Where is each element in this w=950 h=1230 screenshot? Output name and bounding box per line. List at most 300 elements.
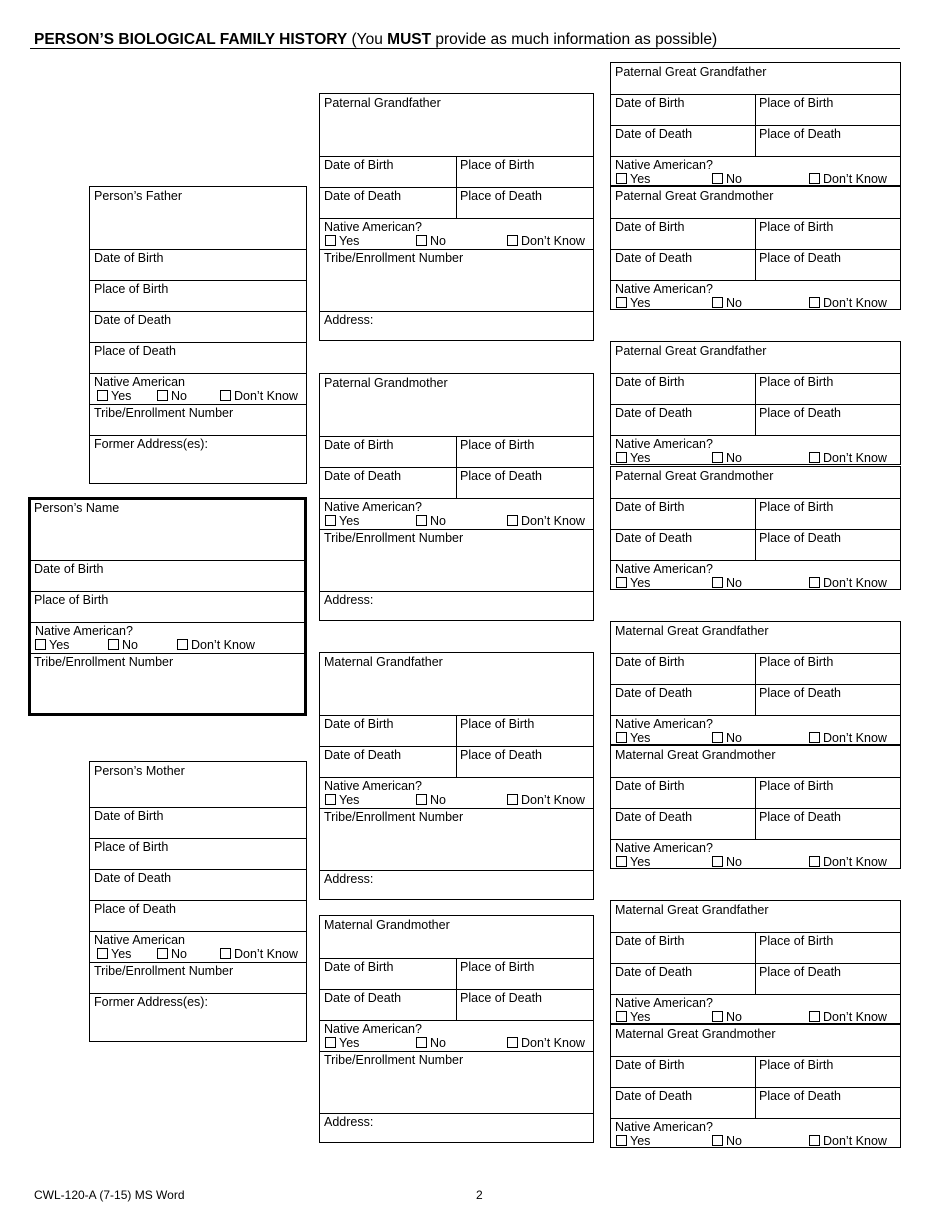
maternal-grandfather-native-yes-checkbox[interactable]	[325, 794, 336, 805]
page-number: 2	[476, 1188, 483, 1202]
mggf-1-native-no-checkbox[interactable]	[712, 732, 723, 743]
mggf-1-title: Maternal Great Grandfather	[615, 624, 769, 638]
pggm-1-block	[610, 186, 901, 310]
mggf-2-dod-label: Date of Death	[615, 965, 693, 979]
maternal-grandmother-dod-label: Date of Death	[324, 991, 402, 1005]
pggm-1-native-no-checkbox[interactable]	[712, 297, 723, 308]
mother-native-yes-label: Yes	[111, 947, 132, 961]
paternal-grandmother-block	[319, 373, 594, 621]
mggm-1-native-american-label: Native American?	[615, 841, 713, 855]
column-divider	[456, 156, 457, 218]
person-native-no-checkbox[interactable]	[108, 639, 119, 650]
column-divider	[755, 932, 756, 994]
father-dob-label: Date of Birth	[94, 251, 164, 265]
mggm-2-native-dont-know-label: Don’t Know	[823, 1134, 887, 1148]
paternal-grandmother-native-yes-checkbox[interactable]	[325, 515, 336, 526]
pggf-2-native-dont-know-option	[809, 451, 887, 465]
maternal-grandfather-dod-label: Date of Death	[324, 748, 402, 762]
pggm-1-native-dont-know-option	[809, 296, 887, 310]
maternal-grandfather-native-dont-know-label: Don’t Know	[521, 793, 585, 807]
row-divider	[611, 715, 900, 716]
mggm-1-native-no-checkbox[interactable]	[712, 856, 723, 867]
pggm-2-native-no-label: No	[726, 576, 742, 590]
row-divider	[90, 962, 306, 963]
mggm-2-native-american-label: Native American?	[615, 1120, 713, 1134]
mggm-1-native-no-label: No	[726, 855, 742, 869]
father-title: Person’s Father	[94, 189, 183, 203]
maternal-grandfather-pob-label: Place of Birth	[460, 717, 535, 731]
pggm-1-native-american-label: Native American?	[615, 282, 713, 296]
mother-native-dont-know-option	[220, 947, 298, 961]
pggf-1-native-dont-know-label: Don’t Know	[823, 172, 887, 186]
father-native-american-label: Native American	[94, 375, 186, 389]
mggf-1-dob-label: Date of Birth	[615, 655, 685, 669]
mggf-2-dob-label: Date of Birth	[615, 934, 685, 948]
mother-dod-label: Date of Death	[94, 871, 172, 885]
column-divider	[456, 436, 457, 498]
pggm-2-block	[610, 466, 901, 590]
pggm-2-native-yes-checkbox[interactable]	[616, 577, 627, 588]
mggm-2-native-dont-know-option	[809, 1134, 887, 1148]
mother-native-dont-know-checkbox[interactable]	[220, 948, 231, 959]
pggf-2-pod-label: Place of Death	[759, 406, 841, 420]
pggm-2-native-yes-option	[616, 576, 650, 590]
pggm-1-pob-label: Place of Birth	[759, 220, 834, 234]
maternal-grandmother-title: Maternal Grandmother	[324, 918, 450, 932]
mother-native-dont-know-label: Don’t Know	[234, 947, 298, 961]
paternal-grandmother-tribe-label: Tribe/Enrollment Number	[324, 531, 464, 545]
mother-native-yes-checkbox[interactable]	[97, 948, 108, 959]
maternal-grandfather-native-yes-label: Yes	[339, 793, 360, 807]
row-divider	[611, 280, 900, 281]
maternal-grandfather-native-dont-know-option	[507, 793, 585, 807]
pggf-1-native-no-option	[712, 172, 742, 186]
pggf-1-native-american-label: Native American?	[615, 158, 713, 172]
maternal-grandmother-native-yes-option	[325, 1036, 359, 1050]
mggf-2-native-no-option	[712, 1010, 742, 1024]
father-native-yes-option	[97, 389, 131, 403]
father-pod-label: Place of Death	[94, 344, 176, 358]
pggf-1-pob-label: Place of Birth	[759, 96, 834, 110]
column-divider	[456, 715, 457, 777]
pggf-1-native-no-checkbox[interactable]	[712, 173, 723, 184]
paternal-grandfather-dob-label: Date of Birth	[324, 158, 394, 172]
paternal-grandfather-native-yes-option	[325, 234, 359, 248]
pggm-1-native-yes-label: Yes	[630, 296, 651, 310]
paternal-grandfather-native-dont-know-option	[507, 234, 585, 248]
pggm-2-title: Paternal Great Grandmother	[615, 469, 774, 483]
mggm-1-native-yes-option	[616, 855, 650, 869]
maternal-grandmother-tribe-label: Tribe/Enrollment Number	[324, 1053, 464, 1067]
row-divider	[611, 435, 900, 436]
mother-title: Person’s Mother	[94, 764, 185, 778]
row-divider	[90, 869, 306, 870]
mggf-1-pob-label: Place of Birth	[759, 655, 834, 669]
person-dob-label: Date of Birth	[34, 562, 104, 576]
mggf-2-pod-label: Place of Death	[759, 965, 841, 979]
mother-pob-label: Place of Birth	[94, 840, 169, 854]
maternal-grandfather-native-no-checkbox[interactable]	[416, 794, 427, 805]
maternal-grandmother-native-no-label: No	[430, 1036, 446, 1050]
mggm-2-native-yes-option	[616, 1134, 650, 1148]
mggf-2-name-field[interactable]	[611, 915, 900, 932]
pggf-2-native-dont-know-checkbox[interactable]	[809, 452, 820, 463]
paternal-grandmother-pob-label: Place of Birth	[460, 438, 535, 452]
column-divider	[755, 218, 756, 280]
paternal-grandmother-native-dont-know-option	[507, 514, 585, 528]
father-tribe-label: Tribe/Enrollment Number	[94, 406, 234, 420]
mggm-2-native-dont-know-checkbox[interactable]	[809, 1135, 820, 1146]
mggf-2-block	[610, 900, 901, 1024]
person-native-yes-label: Yes	[49, 638, 70, 652]
row-divider	[31, 622, 304, 623]
pggm-2-pob-label: Place of Birth	[759, 500, 834, 514]
mggm-1-name-field[interactable]	[611, 760, 900, 777]
pggf-2-native-dont-know-label: Don’t Know	[823, 451, 887, 465]
row-divider	[611, 994, 900, 995]
pggf-2-native-no-checkbox[interactable]	[712, 452, 723, 463]
paternal-grandmother-native-american-label: Native American?	[324, 500, 422, 514]
maternal-grandmother-native-dont-know-checkbox[interactable]	[507, 1037, 518, 1048]
pggf-2-name-field[interactable]	[611, 356, 900, 373]
person-title: Person’s Name	[34, 501, 120, 515]
pggf-1-name-field[interactable]	[611, 77, 900, 94]
pggf-1-native-dont-know-checkbox[interactable]	[809, 173, 820, 184]
column-divider	[755, 373, 756, 435]
paternal-grandmother-native-dont-know-checkbox[interactable]	[507, 515, 518, 526]
mggf-2-native-yes-label: Yes	[630, 1010, 651, 1024]
mggf-1-native-dont-know-option	[809, 731, 887, 745]
maternal-grandmother-native-yes-checkbox[interactable]	[325, 1037, 336, 1048]
father-pob-label: Place of Birth	[94, 282, 169, 296]
row-divider	[320, 870, 593, 871]
father-dod-label: Date of Death	[94, 313, 172, 327]
row-divider	[31, 653, 304, 654]
pggf-2-block	[610, 341, 901, 465]
pggm-2-native-dont-know-option	[809, 576, 887, 590]
pggf-2-native-no-option	[712, 451, 742, 465]
mggm-2-block	[610, 1024, 901, 1148]
mggm-1-native-yes-checkbox[interactable]	[616, 856, 627, 867]
pggf-1-title: Paternal Great Grandfather	[615, 65, 767, 79]
mggm-2-name-field[interactable]	[611, 1039, 900, 1056]
pggf-2-native-yes-checkbox[interactable]	[616, 452, 627, 463]
row-divider	[320, 1020, 593, 1021]
father-native-dont-know-checkbox[interactable]	[220, 390, 231, 401]
paternal-grandfather-native-no-label: No	[430, 234, 446, 248]
pggf-2-native-yes-option	[616, 451, 650, 465]
person-native-dont-know-option	[177, 638, 255, 652]
mggm-1-native-dont-know-option	[809, 855, 887, 869]
pggm-2-native-yes-label: Yes	[630, 576, 651, 590]
mggm-2-pod-label: Place of Death	[759, 1089, 841, 1103]
mggf-1-native-no-option	[712, 731, 742, 745]
mggf-2-native-dont-know-option	[809, 1010, 887, 1024]
row-divider	[90, 342, 306, 343]
mggf-2-native-dont-know-label: Don’t Know	[823, 1010, 887, 1024]
paternal-grandmother-native-no-label: No	[430, 514, 446, 528]
mggf-2-native-no-checkbox[interactable]	[712, 1011, 723, 1022]
row-divider	[611, 839, 900, 840]
mggf-1-block	[610, 621, 901, 745]
maternal-grandfather-tribe-label: Tribe/Enrollment Number	[324, 810, 464, 824]
pggm-1-name-field[interactable]	[611, 201, 900, 218]
paternal-grandfather-block	[319, 93, 594, 341]
paternal-grandmother-native-no-checkbox[interactable]	[416, 515, 427, 526]
mggm-1-native-yes-label: Yes	[630, 855, 651, 869]
pggm-2-name-field[interactable]	[611, 481, 900, 498]
row-divider	[320, 1113, 593, 1114]
pggm-2-native-no-checkbox[interactable]	[712, 577, 723, 588]
mggm-1-native-no-option	[712, 855, 742, 869]
row-divider	[611, 560, 900, 561]
row-divider	[320, 808, 593, 809]
pggf-1-native-no-label: No	[726, 172, 742, 186]
mggm-2-title: Maternal Great Grandmother	[615, 1027, 776, 1041]
person-pob-label: Place of Birth	[34, 593, 109, 607]
pggf-1-pod-label: Place of Death	[759, 127, 841, 141]
paternal-grandmother-title: Paternal Grandmother	[324, 376, 448, 390]
row-divider	[31, 560, 304, 561]
mggm-1-native-dont-know-label: Don’t Know	[823, 855, 887, 869]
paternal-grandfather-native-no-option	[416, 234, 446, 248]
maternal-grandfather-native-yes-option	[325, 793, 359, 807]
mggm-1-dod-label: Date of Death	[615, 810, 693, 824]
mggf-1-native-no-label: No	[726, 731, 742, 745]
paternal-grandfather-native-yes-checkbox[interactable]	[325, 235, 336, 246]
mggf-2-native-yes-checkbox[interactable]	[616, 1011, 627, 1022]
pggm-2-dod-label: Date of Death	[615, 531, 693, 545]
pggf-1-block	[610, 62, 901, 186]
pggm-2-pod-label: Place of Death	[759, 531, 841, 545]
father-block	[89, 186, 307, 484]
mggf-2-native-dont-know-checkbox[interactable]	[809, 1011, 820, 1022]
father-native-no-label: No	[171, 389, 187, 403]
mggm-2-native-no-label: No	[726, 1134, 742, 1148]
person-native-no-label: No	[122, 638, 138, 652]
column-divider	[456, 958, 457, 1020]
row-divider	[90, 993, 306, 994]
maternal-grandfather-native-no-option	[416, 793, 446, 807]
mggf-2-title: Maternal Great Grandfather	[615, 903, 769, 917]
mggm-2-native-yes-checkbox[interactable]	[616, 1135, 627, 1146]
maternal-grandfather-dob-label: Date of Birth	[324, 717, 394, 731]
person-native-yes-checkbox[interactable]	[35, 639, 46, 650]
paternal-grandmother-native-yes-label: Yes	[339, 514, 360, 528]
row-divider	[90, 404, 306, 405]
mggf-1-native-yes-label: Yes	[630, 731, 651, 745]
mggm-2-dod-label: Date of Death	[615, 1089, 693, 1103]
pggf-1-native-yes-checkbox[interactable]	[616, 173, 627, 184]
paternal-grandfather-title: Paternal Grandfather	[324, 96, 441, 110]
row-divider	[90, 311, 306, 312]
mggf-1-native-yes-checkbox[interactable]	[616, 732, 627, 743]
mggf-2-native-yes-option	[616, 1010, 650, 1024]
father-native-yes-label: Yes	[111, 389, 132, 403]
pggf-2-native-no-label: No	[726, 451, 742, 465]
paternal-grandmother-dob-label: Date of Birth	[324, 438, 394, 452]
maternal-grandmother-pod-label: Place of Death	[460, 991, 542, 1005]
pggf-1-native-dont-know-option	[809, 172, 887, 186]
pggf-1-dod-label: Date of Death	[615, 127, 693, 141]
mggf-2-pob-label: Place of Birth	[759, 934, 834, 948]
mggm-1-title: Maternal Great Grandmother	[615, 748, 776, 762]
paternal-grandfather-native-yes-label: Yes	[339, 234, 360, 248]
father-native-no-checkbox[interactable]	[157, 390, 168, 401]
person-native-american-label: Native American?	[35, 624, 133, 638]
maternal-grandfather-native-dont-know-checkbox[interactable]	[507, 794, 518, 805]
row-divider	[320, 249, 593, 250]
pggm-1-native-no-label: No	[726, 296, 742, 310]
row-divider	[320, 218, 593, 219]
paternal-grandfather-tribe-label: Tribe/Enrollment Number	[324, 251, 464, 265]
mggm-2-dob-label: Date of Birth	[615, 1058, 685, 1072]
person-native-no-option	[108, 638, 138, 652]
form-id: CWL-120-A (7-15) MS Word	[34, 1188, 185, 1202]
row-divider	[90, 900, 306, 901]
column-divider	[755, 1056, 756, 1118]
paternal-grandmother-pod-label: Place of Death	[460, 469, 542, 483]
mggf-2-native-american-label: Native American?	[615, 996, 713, 1010]
pggf-2-native-yes-label: Yes	[630, 451, 651, 465]
pggm-1-native-yes-option	[616, 296, 650, 310]
pggm-1-dob-label: Date of Birth	[615, 220, 685, 234]
row-divider	[320, 777, 593, 778]
row-divider	[31, 591, 304, 592]
paternal-grandfather-address-label: Address:	[324, 313, 374, 327]
row-divider	[90, 280, 306, 281]
pggm-1-native-yes-checkbox[interactable]	[616, 297, 627, 308]
mother-native-no-option	[157, 947, 187, 961]
page-title: PERSON’S BIOLOGICAL FAMILY HISTORY (You MUST provide as much information as possible)	[34, 31, 718, 48]
paternal-grandmother-dod-label: Date of Death	[324, 469, 402, 483]
maternal-grandmother-block	[319, 915, 594, 1143]
person-native-dont-know-checkbox[interactable]	[177, 639, 188, 650]
mggm-1-pod-label: Place of Death	[759, 810, 841, 824]
maternal-grandfather-block	[319, 652, 594, 900]
father-former-address-label: Former Address(es):	[94, 437, 208, 451]
maternal-grandfather-pod-label: Place of Death	[460, 748, 542, 762]
mother-native-no-label: No	[171, 947, 187, 961]
mother-former-address-label: Former Address(es):	[94, 995, 208, 1009]
pggf-2-dod-label: Date of Death	[615, 406, 693, 420]
pggf-1-native-yes-label: Yes	[630, 172, 651, 186]
mggm-1-block	[610, 745, 901, 869]
pggm-2-native-dont-know-label: Don’t Know	[823, 576, 887, 590]
row-divider	[90, 931, 306, 932]
row-divider	[320, 311, 593, 312]
mggf-1-pod-label: Place of Death	[759, 686, 841, 700]
row-divider	[320, 529, 593, 530]
pggf-2-native-american-label: Native American?	[615, 437, 713, 451]
pggm-2-native-no-option	[712, 576, 742, 590]
father-native-dont-know-label: Don’t Know	[234, 389, 298, 403]
maternal-grandmother-native-dont-know-option	[507, 1036, 585, 1050]
maternal-grandmother-native-yes-label: Yes	[339, 1036, 360, 1050]
person-native-yes-option	[35, 638, 69, 652]
column-divider	[755, 498, 756, 560]
mggf-1-dod-label: Date of Death	[615, 686, 693, 700]
pggm-2-native-american-label: Native American?	[615, 562, 713, 576]
title-rule	[30, 48, 900, 49]
mggf-1-native-yes-option	[616, 731, 650, 745]
mggm-1-native-dont-know-checkbox[interactable]	[809, 856, 820, 867]
pggm-2-native-dont-know-checkbox[interactable]	[809, 577, 820, 588]
maternal-grandfather-native-american-label: Native American?	[324, 779, 422, 793]
paternal-grandfather-native-dont-know-checkbox[interactable]	[507, 235, 518, 246]
maternal-grandmother-native-no-option	[416, 1036, 446, 1050]
pggm-1-native-dont-know-label: Don’t Know	[823, 296, 887, 310]
mother-native-no-checkbox[interactable]	[157, 948, 168, 959]
row-divider	[320, 1051, 593, 1052]
column-divider	[755, 94, 756, 156]
pggf-2-pob-label: Place of Birth	[759, 375, 834, 389]
row-divider	[90, 373, 306, 374]
paternal-grandfather-native-american-label: Native American?	[324, 220, 422, 234]
mggm-1-pob-label: Place of Birth	[759, 779, 834, 793]
mggf-2-native-no-label: No	[726, 1010, 742, 1024]
column-divider	[755, 777, 756, 839]
mggm-2-pob-label: Place of Birth	[759, 1058, 834, 1072]
maternal-grandmother-pob-label: Place of Birth	[460, 960, 535, 974]
person-native-dont-know-label: Don’t Know	[191, 638, 255, 652]
maternal-grandmother-dob-label: Date of Birth	[324, 960, 394, 974]
mother-tribe-label: Tribe/Enrollment Number	[94, 964, 234, 978]
mother-native-american-label: Native American	[94, 933, 186, 947]
pggm-1-native-no-option	[712, 296, 742, 310]
mother-dob-label: Date of Birth	[94, 809, 164, 823]
pggf-1-native-yes-option	[616, 172, 650, 186]
row-divider	[90, 435, 306, 436]
father-native-yes-checkbox[interactable]	[97, 390, 108, 401]
paternal-grandfather-native-dont-know-label: Don’t Know	[521, 234, 585, 248]
row-divider	[320, 591, 593, 592]
mggf-1-native-american-label: Native American?	[615, 717, 713, 731]
maternal-grandmother-native-dont-know-label: Don’t Know	[521, 1036, 585, 1050]
paternal-grandmother-native-yes-option	[325, 514, 359, 528]
mggm-2-native-yes-label: Yes	[630, 1134, 651, 1148]
person-tribe-label: Tribe/Enrollment Number	[34, 655, 174, 669]
mggm-1-dob-label: Date of Birth	[615, 779, 685, 793]
pggf-1-dob-label: Date of Birth	[615, 96, 685, 110]
maternal-grandfather-title: Maternal Grandfather	[324, 655, 443, 669]
father-native-no-option	[157, 389, 187, 403]
paternal-grandmother-address-label: Address:	[324, 593, 374, 607]
row-divider	[320, 498, 593, 499]
maternal-grandmother-address-label: Address:	[324, 1115, 374, 1129]
row-divider	[90, 249, 306, 250]
person-block	[28, 497, 307, 716]
paternal-grandmother-native-no-option	[416, 514, 446, 528]
mggm-2-native-no-checkbox[interactable]	[712, 1135, 723, 1146]
pggm-1-native-dont-know-checkbox[interactable]	[809, 297, 820, 308]
pggm-1-title: Paternal Great Grandmother	[615, 189, 774, 203]
mother-native-yes-option	[97, 947, 131, 961]
pggm-1-pod-label: Place of Death	[759, 251, 841, 265]
paternal-grandfather-pod-label: Place of Death	[460, 189, 542, 203]
mggf-1-native-dont-know-checkbox[interactable]	[809, 732, 820, 743]
mggf-1-name-field[interactable]	[611, 636, 900, 653]
row-divider	[611, 1118, 900, 1119]
mggm-2-native-no-option	[712, 1134, 742, 1148]
paternal-grandfather-native-no-checkbox[interactable]	[416, 235, 427, 246]
paternal-grandfather-dod-label: Date of Death	[324, 189, 402, 203]
maternal-grandmother-native-no-checkbox[interactable]	[416, 1037, 427, 1048]
row-divider	[90, 838, 306, 839]
mggf-1-native-dont-know-label: Don’t Know	[823, 731, 887, 745]
pggf-2-dob-label: Date of Birth	[615, 375, 685, 389]
pggm-2-dob-label: Date of Birth	[615, 500, 685, 514]
